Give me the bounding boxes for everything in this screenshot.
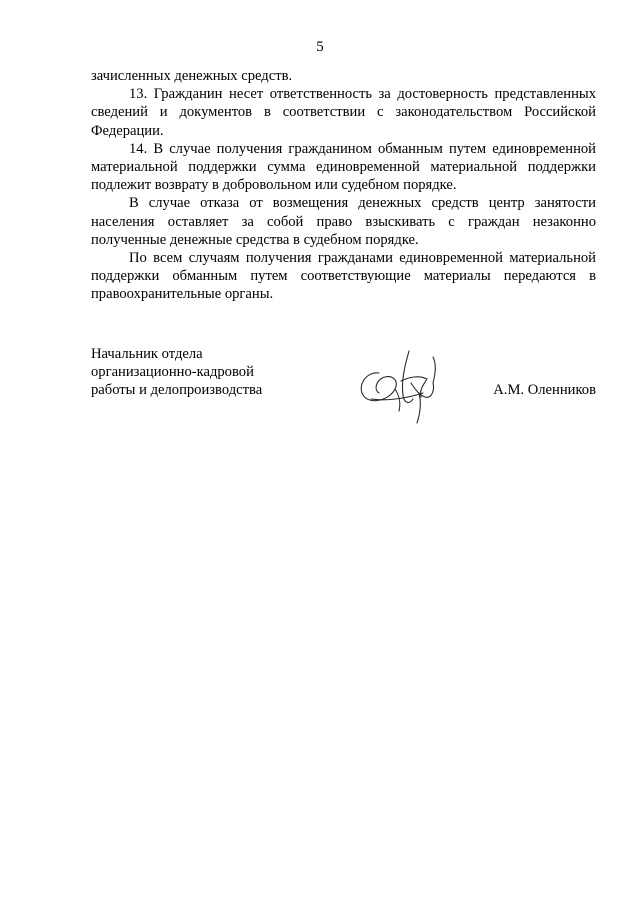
paragraph-fraud-cases: По всем случаям получения гражданами единовременной материальной поддержки обманным путем соответствующие материалы передаются в правоохранительные органы. xyxy=(91,250,596,303)
position-line: Начальник отдела xyxy=(91,346,203,362)
position-line: организационно-кадровой xyxy=(91,364,254,381)
position-line: работы и делопроизводства xyxy=(91,382,263,399)
signatory-position xyxy=(91,345,311,400)
paragraph-clause-14: 14. В случае получения гражданином обманным путем единовременной материальной поддержки сумма единовременной материальной поддержки подлежит возврату в добровольном или судебном порядке. xyxy=(91,140,596,194)
paragraph-clause-13: 13. Гражданин несет ответственность за достоверность представленных сведений и документов в соответствии с законодательством Российской Федерации. xyxy=(91,86,596,139)
signatory-name: А.М. Оленников xyxy=(493,382,596,398)
handwritten-signature xyxy=(349,345,459,425)
paragraph-continuation: зачисленных денежных средств. xyxy=(91,68,293,84)
document-body xyxy=(91,67,596,304)
page-number: 5 xyxy=(316,39,324,55)
paragraph-refusal: В случае отказа от возмещения денежных средств центр занятости населения оставляет за собой право взыскивать с граждан незаконно полученные денежные средства в судебном порядке. xyxy=(91,195,596,248)
signature-block xyxy=(91,345,596,435)
